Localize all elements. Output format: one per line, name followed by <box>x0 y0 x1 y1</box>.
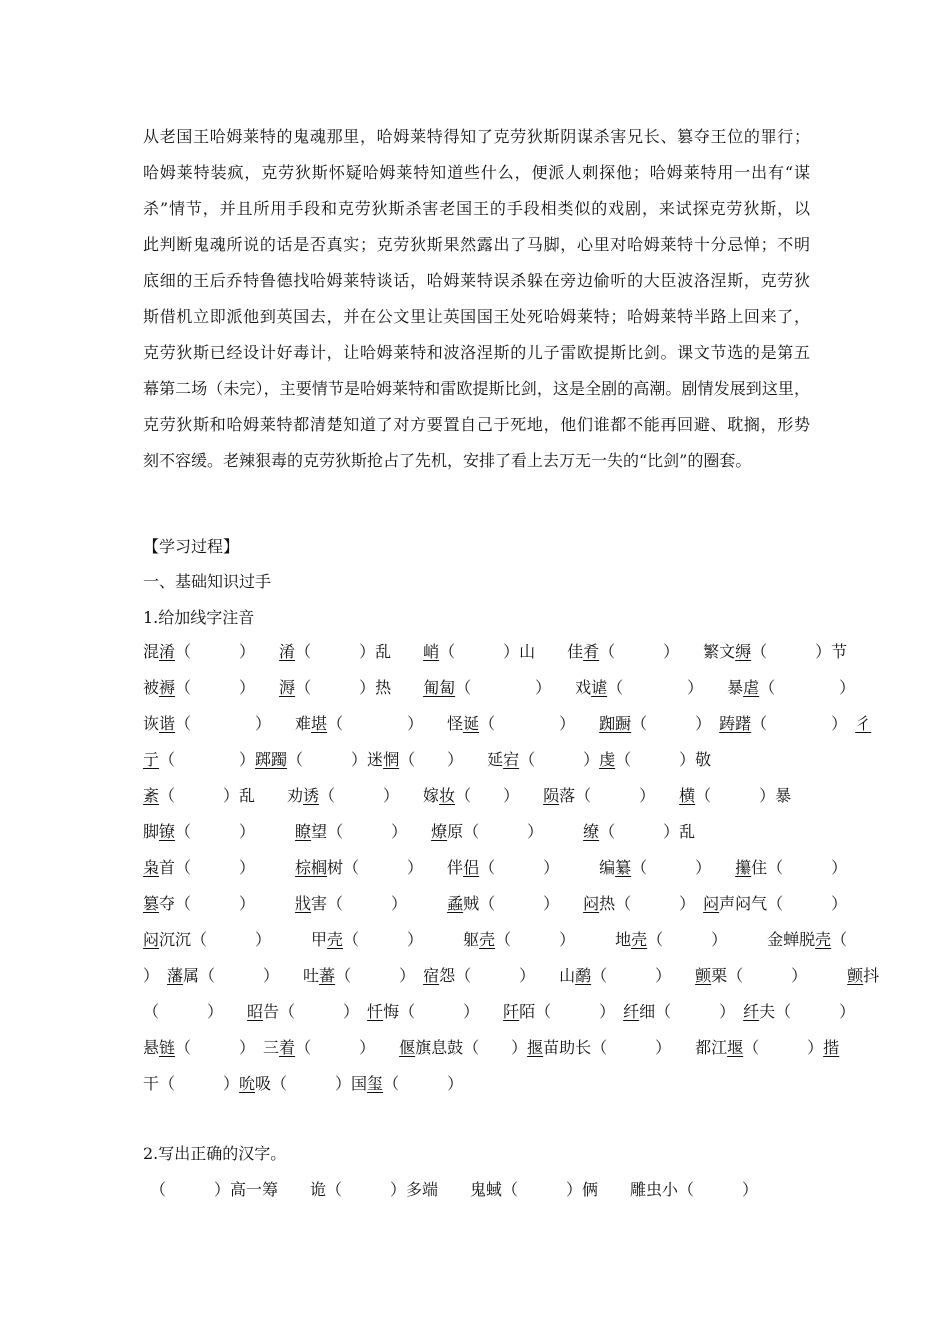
underlined-char: 棕榈 <box>295 858 328 877</box>
exercise-text: （ ） <box>631 858 736 877</box>
underlined-char: 枭 <box>143 858 160 877</box>
underlined-char: 纤 <box>743 1002 760 1021</box>
section-title: 【学习过程】 <box>143 537 240 556</box>
exercise-text: （ ） 延 <box>399 750 504 769</box>
exercise-text: 抖 <box>863 966 880 985</box>
exercise-text: ） <box>143 966 168 985</box>
underlined-char: 彳 <box>855 714 872 733</box>
exercise-text: 旗息鼓（ ） <box>415 1038 528 1057</box>
exercise-text: （ ） <box>759 678 856 697</box>
underlined-char: 壳 <box>479 930 496 949</box>
exercise-text: （ ） <box>175 678 280 697</box>
intro-line: 克劳狄斯和哈姆莱特都清楚知道了对方要置自己于死地，他们谁都不能再回避、耽搁，形势 <box>143 415 810 434</box>
underlined-char: 亍 <box>143 750 160 769</box>
exercise-text: （ ）暴 <box>695 786 792 805</box>
underlined-char: 揩 <box>823 1038 840 1057</box>
underlined-char: 陨 <box>543 786 560 805</box>
intro-line: 斯借机立即派他到英国去，并在公文里让英国国王处死哈姆莱特；哈姆莱特半路上回来了， <box>143 307 810 326</box>
exercise-row <box>143 676 856 700</box>
exercise-row <box>143 856 848 880</box>
underlined-char: 堰 <box>727 1038 744 1057</box>
underlined-char: 闷 <box>143 930 160 949</box>
underlined-char: 纂 <box>615 858 632 877</box>
underlined-char: 壳 <box>631 930 648 949</box>
exercise-text: （ <box>831 930 848 949</box>
exercise-text: （ ） <box>631 714 720 733</box>
exercise-text: 悬 <box>143 1038 160 1057</box>
underlined-char: 淆 <box>279 642 296 661</box>
underlined-char: 匍匐 <box>423 678 456 697</box>
exercise-text: （ ） <box>175 642 280 661</box>
exercise-text: （ ） 躯 <box>343 930 480 949</box>
underlined-char: 峭 <box>423 642 440 661</box>
underlined-char: 闷 <box>583 894 600 913</box>
underlined-char: 虔 <box>599 750 616 769</box>
exercise-row <box>143 1072 810 1096</box>
underlined-char: 着 <box>279 1038 296 1057</box>
intro-line: 幕第二场（未完），主要情节是哈姆莱特和雷欧提斯比剑，这是全剧的高潮。剧情发展到这里， <box>143 379 810 398</box>
exercise-text: 热（ ） <box>599 894 704 913</box>
underlined-char: 妆 <box>439 786 456 805</box>
underlined-char: 藩 <box>167 966 184 985</box>
underlined-char: 鹬 <box>575 966 592 985</box>
underlined-char: 颤 <box>847 966 864 985</box>
underlined-char: 褥 <box>159 678 176 697</box>
exercise-text: （ ） <box>335 966 424 985</box>
exercise-text: （ ）迷 <box>287 750 384 769</box>
underlined-char: 链 <box>159 1038 176 1057</box>
underlined-char: 瞭 <box>295 822 312 841</box>
underlined-char: 虐 <box>743 678 760 697</box>
exercise-text: （ ） 三 <box>175 1038 280 1057</box>
exercise-text: 悔（ ） <box>383 1002 504 1021</box>
exercise-row <box>143 820 810 844</box>
exercise-text: 望（ ） <box>311 822 432 841</box>
exercise-text: 栗（ ） <box>711 966 848 985</box>
exercise-text: （ ） <box>455 786 544 805</box>
exercise-row <box>143 1000 856 1024</box>
underlined-char: 纤 <box>623 1002 640 1021</box>
underlined-char: 玺 <box>367 1074 384 1093</box>
exercise-text: 首（ ） <box>159 858 296 877</box>
exercise-text: （ ） <box>479 714 600 733</box>
exercise-text: （ ） <box>591 966 696 985</box>
exercise-text: （ ） <box>751 714 856 733</box>
exercise-row <box>143 892 848 916</box>
underlined-char: 忏 <box>367 1002 384 1021</box>
exercise-text: （ ）乱 劝 <box>159 786 304 805</box>
underlined-char: 蟊 <box>447 894 464 913</box>
underlined-char: 缛 <box>735 642 752 661</box>
intro-line: 底细的王后乔特鲁德找哈姆莱特谈话，哈姆莱特误杀躲在旁边偷听的大臣波洛涅斯，克劳狄 <box>143 271 810 290</box>
exercise-text: （ ） 嫁 <box>319 786 440 805</box>
exercise-text: （ ） <box>383 1074 464 1093</box>
exercise-text: （ ） 暴 <box>607 678 744 697</box>
underlined-char: 紊 <box>143 786 160 805</box>
exercise-text: （ ） 戏 <box>455 678 592 697</box>
exercise-text: 沉沉（ ） 甲 <box>159 930 328 949</box>
exercise-row <box>143 712 872 736</box>
underlined-char: 踯躅 <box>255 750 288 769</box>
exercise-text: （ ） 怪 <box>327 714 464 733</box>
underlined-char: 侣 <box>463 858 480 877</box>
part1-title: 一、基础知识过手 <box>143 572 272 591</box>
exercise-text: 害（ ） <box>311 894 448 913</box>
underlined-char: 壳 <box>327 930 344 949</box>
exercise-row <box>143 928 848 952</box>
exercise-text: 诙 <box>143 714 160 733</box>
exercise-text: 住（ ） <box>751 858 848 877</box>
underlined-char: 宿 <box>423 966 440 985</box>
intro-line: 克劳狄斯已经设计好毒计，让哈姆莱特和波洛涅斯的儿子雷欧提斯比剑。课文节选的是第五 <box>143 343 810 362</box>
exercise-row <box>143 640 848 664</box>
underlined-char: 溽 <box>279 678 296 697</box>
exercise-text: （ ） <box>159 750 256 769</box>
underlined-char: 缭 <box>583 822 600 841</box>
exercise-text: （ ）节 <box>751 642 848 661</box>
exercise-text: （ ） <box>295 1038 400 1057</box>
intro-line: 此判断鬼魂所说的话是否真实；克劳狄斯果然露出了马脚，心里对哈姆莱特十分忌惮；不明 <box>143 235 810 254</box>
exercise-text: 细（ ） <box>639 1002 744 1021</box>
underlined-char: 堪 <box>311 714 328 733</box>
underlined-char: 谑 <box>591 678 608 697</box>
exercise-text: 贼（ ） <box>463 894 584 913</box>
exercise-text: 吸（ ）国 <box>255 1074 368 1093</box>
underlined-char: 踟蹰 <box>599 714 632 733</box>
underlined-char: 颤 <box>695 966 712 985</box>
underlined-char: 闷 <box>703 894 720 913</box>
underlined-char: 昭 <box>247 1002 264 1021</box>
underlined-char: 攥 <box>735 858 752 877</box>
q2-line: （ ）高一筹 诡（ ）多端 鬼蜮（ ）俩 雕虫小（ ） <box>150 1180 759 1199</box>
intro-paragraph <box>143 119 810 479</box>
underlined-char: 淆 <box>159 642 176 661</box>
underlined-char: 偃 <box>399 1038 416 1057</box>
underlined-char: 揠 <box>527 1038 544 1057</box>
exercise-row <box>143 964 880 988</box>
exercise-text: （ ）山 佳 <box>439 642 584 661</box>
exercise-text: 声闷气（ ） <box>719 894 848 913</box>
exercise-text: 干（ ） <box>143 1074 240 1093</box>
exercise-text: 怨（ ） 山 <box>439 966 576 985</box>
underlined-char: 阡 <box>503 1002 520 1021</box>
exercise-row <box>143 784 810 808</box>
q2-title: 2.写出正确的汉字。 <box>143 1144 287 1163</box>
exercise-text: （ ）乱 <box>599 822 696 841</box>
underlined-char: 蕃 <box>319 966 336 985</box>
exercise-text: 陌（ ） <box>519 1002 624 1021</box>
exercise-text: 苗助长（ ） 都江 <box>543 1038 728 1057</box>
underlined-char: 宕 <box>503 750 520 769</box>
exercise-text: 告（ ） <box>263 1002 368 1021</box>
exercise-text: （ ） <box>175 822 296 841</box>
exercise-text: （ ）敬 <box>615 750 712 769</box>
exercise-text: （ ） 难 <box>175 714 312 733</box>
underlined-char: 诞 <box>463 714 480 733</box>
exercise-text: 夺（ ） <box>159 894 296 913</box>
exercise-text: 属（ ） 吐 <box>183 966 320 985</box>
underlined-char: 壳 <box>815 930 832 949</box>
underlined-char: 镣 <box>159 822 176 841</box>
exercise-text: （ ）乱 <box>295 642 424 661</box>
underlined-char: 诱 <box>303 786 320 805</box>
exercise-text: 树（ ） 伴 <box>327 858 464 877</box>
exercise-text: 夫（ ） <box>759 1002 856 1021</box>
exercise-text: 被 <box>143 678 160 697</box>
exercise-text: 混 <box>143 642 160 661</box>
exercise-text: （ ） 地 <box>495 930 632 949</box>
underlined-char: 篡 <box>143 894 160 913</box>
exercise-text: 原（ ） <box>447 822 584 841</box>
underlined-char: 燎 <box>431 822 448 841</box>
underlined-char: 肴 <box>583 642 600 661</box>
exercise-text: 落（ ） <box>559 786 680 805</box>
exercise-row <box>143 1036 840 1060</box>
exercise-text: （ ） 编 <box>479 858 616 877</box>
underlined-char: 戕 <box>295 894 312 913</box>
underlined-char: 吮 <box>239 1074 256 1093</box>
exercise-text: （ ） 金蝉脱 <box>647 930 816 949</box>
intro-line: 哈姆莱特装疯，克劳狄斯怀疑哈姆莱特知道些什么，便派人刺探他；哈姆莱特用一出有“谋 <box>143 163 810 182</box>
exercise-text: （ ） <box>743 1038 824 1057</box>
intro-line: 从老国王哈姆莱特的鬼魂那里，哈姆莱特得知了克劳狄斯阴谋杀害兄长、篡夺王位的罪行； <box>143 127 810 146</box>
intro-line: 杀”情节，并且所用手段和克劳狄斯杀害老国王的手段相类似的戏剧，来试探克劳狄斯，以 <box>143 199 810 218</box>
exercise-text: （ ） <box>143 1002 248 1021</box>
underlined-char: 踌躇 <box>719 714 752 733</box>
exercise-row <box>143 748 810 772</box>
q1-title: 1.给加线字注音 <box>143 608 255 627</box>
exercise-text: 脚 <box>143 822 160 841</box>
exercise-text: （ ） 繁文 <box>599 642 736 661</box>
exercise-text: （ ）热 <box>295 678 424 697</box>
underlined-char: 横 <box>679 786 696 805</box>
intro-line: 刻不容缓。老辣狠毒的克劳狄斯抢占了先机，安排了看上去万无一失的“比剑”的圈套。 <box>143 451 752 470</box>
underlined-char: 惘 <box>383 750 400 769</box>
exercise-text: （ ） <box>519 750 600 769</box>
underlined-char: 谐 <box>159 714 176 733</box>
